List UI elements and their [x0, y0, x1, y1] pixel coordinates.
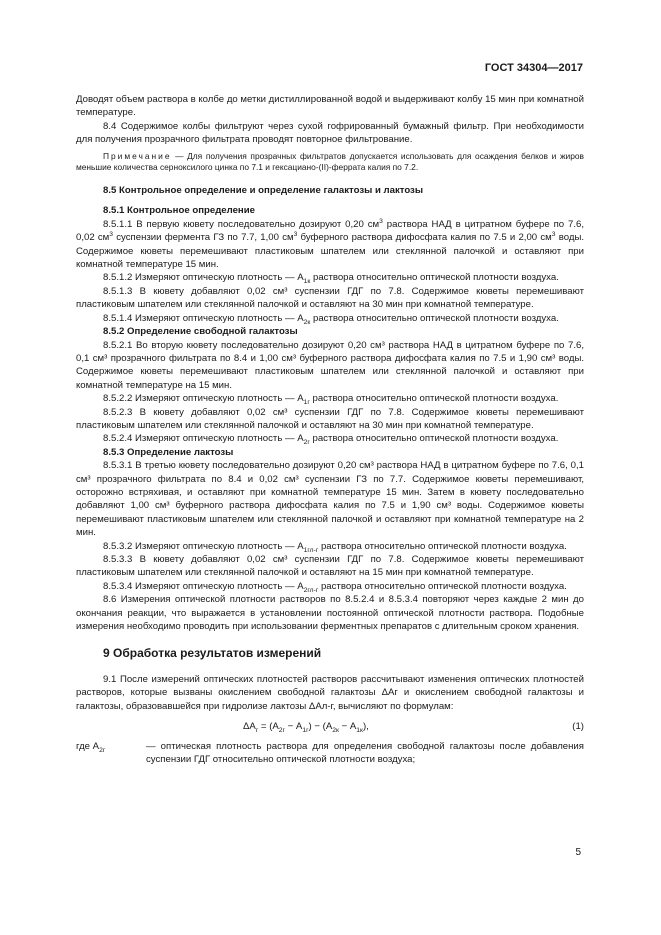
- paragraph-8-5-3-2: [76, 540, 584, 553]
- subscript: 2г: [303, 439, 310, 447]
- text-run: раствора относительно оптической плотности воздуха.: [310, 272, 559, 284]
- text-run: раствора относительно оптической плотности воздуха.: [309, 393, 559, 405]
- text-run: раствора НАД в цитратном буфере по 7.6, 0,02 см: [76, 218, 584, 244]
- page-number: 5: [575, 847, 581, 858]
- paragraph-8-5-1-4: [76, 312, 584, 325]
- heading-8-5-1: 8.5.1 Контрольное определение: [103, 205, 255, 217]
- note-text: — Для получения прозрачных фильтратов допускается использовать для осаждения белков и жиров меньшие количества серноксилого цинка по 7.1 и гексациано-(II)-феррата калия по 7.2.: [76, 150, 584, 172]
- paragraph-8-5-2-1: 8.5.2.1 Во вторую кювету последовательно дозируют 0,20 см³ раствора НАД в цитратном буфере по 7.6, 0,1 см³ прозрачного фильтрата по 8.4 и 1,00 см³ буферного раствора дифосфата калия по 7.5 и 1,90 см³ воды. Содержимое кюветы перемешивают пластиковым шпателем или стеклянной палочкой и оставляют при комнатной температуре на 15 мин.: [76, 339, 584, 391]
- text-run: 8.5.3.4 Измеряют оптическую плотность — А: [103, 580, 304, 592]
- paragraph-8-6: 8.6 Измерения оптической плотности растворов по 8.5.2.4 и 8.5.3.4 повторяют через каждые 2 мин до окончания реакции, что выражается в установлении постоянной оптической плотности раствора. Подобные измерения необходимо проводить при использовании ферментных препаратов с длительным сроком хранения.: [76, 594, 584, 633]
- note-label: Примечание: [103, 150, 172, 161]
- formula-number: (1): [572, 721, 584, 733]
- text-run: буферного раствора дифосфата калия по 7.5 и 2,00 см: [297, 232, 552, 244]
- standard-header: ГОСТ 34304—2017: [484, 62, 583, 74]
- text-run: 8.5.2.4 Измеряют оптическую плотность — А: [103, 433, 304, 445]
- heading-8-5-3: 8.5.3 Определение лактозы: [103, 446, 234, 458]
- subscript: 1г: [303, 399, 310, 407]
- heading-8-5: 8.5 Контрольное определение и определение галактозы и лактозы: [103, 185, 424, 197]
- paragraph-8-5-3-1: 8.5.3.1 В третью кювету последовательно дозируют 0,20 см³ раствора НАД в цитратном буфере по 7.6, 0,1 см³ прозрачного фильтрата по 8.4 и 0,02 см³ суспензии ГЗ по 7.7. Содержимое кюветы перемешивают, осторожно встряхивая, и оставляют при комнатной температуре 15 мин. Затем в кювету последовательно добавляют 1,00 см³ буферного раствора дифосфата калия по 7.5 и 1,90 см³ воды. Содержимое кюветы перемешивают пластиковым шпателем или стеклянной палочкой и оставляют при комнатной температуре на 2 мин.: [76, 460, 584, 539]
- formula-1: [76, 720, 584, 736]
- paragraph-8-5-1-3: 8.5.1.3 В кювету добавляют 0,02 см³ суспензии ГДГ по 7.8. Содержимое кюветы перемешивают пластиковым шпателем или стеклянной палочкой и оставляют на 30 мин при комнатной температуре.: [76, 285, 584, 311]
- text-run: 8.5.1.1 В первую кювету последовательно дозируют 0,20 см: [103, 218, 380, 230]
- where-definition: — оптическая плотность раствора для определения свободной галактозы после добавления суспензии ГДГ относительно оптической плотности воздуха;: [146, 741, 584, 766]
- paragraph-8-5-2-2: [76, 392, 584, 405]
- paragraph-8-5-3-3: 8.5.3.3 В кювету добавляют 0,02 см³ суспензии ГДГ по 7.8. Содержимое кюветы перемешивают пластиковым шпателем или стеклянной палочкой и оставляют на 15 мин при комнатной температуре.: [76, 554, 584, 579]
- formula-expression: $\Delta А_г = (А_{2г} - А_{1г}) - (А_{2к} - А_{1к})$,: [243, 721, 369, 734]
- text-run: раствора относительно оптической плотности воздуха.: [318, 580, 567, 592]
- text-run: раствора относительно оптической плотности воздуха.: [309, 433, 559, 445]
- heading-section-9: 9 Обработка результатов измерений: [103, 646, 322, 661]
- text-run: 8.5.1.2 Измеряют оптическую плотность — А: [103, 272, 304, 284]
- paragraph-8-5-3-4: [76, 580, 584, 593]
- text-run: 8.5.3.2 Измеряют оптическую плотность — А: [103, 540, 304, 552]
- text-run: 8.5.1.4 Измеряют оптическую плотность — А: [103, 312, 304, 324]
- paragraph-8-5-1-1: 8.5.1.1 В первую кювету последовательно дозируют 0,20 $см^3$ раствора НАД в цитратном буфере по 7.6, 0,02 $см^3$ суспензии фермента ГЗ по 7.7, 1,00 $см^3$ буферного раствора дифосфата калия по 7.5 и 2,00 $см^3$ воды. Содержимое кюветы перемешивают пластиковым шпателем или стеклянной палочкой и оставляют при комнатной температуре 15 мин.: [76, 217, 585, 271]
- paragraph-8-5-1-2: [76, 271, 584, 284]
- paragraph-8-4: 8.4 Содержимое колбы фильтруют через сухой гофрированный бумажный фильтр. При необходимости для получения прозрачного фильтрата проводят повторное фильтрование.: [76, 120, 584, 146]
- text-run: где А: [76, 741, 100, 753]
- text-run: раствора относительно оптической плотности воздуха.: [310, 312, 559, 324]
- text-run: раствора относительно оптической плотности воздуха.: [318, 540, 567, 552]
- subscript: 2г: [99, 746, 106, 754]
- subscript: 1к: [303, 278, 311, 286]
- paragraph-dilute: Доводят объем раствора в колбе до метки дистиллированной водой и выдерживают колбу 15 мин при комнатной температуре.: [76, 94, 584, 119]
- where-clause: [76, 740, 584, 767]
- note: [76, 151, 584, 173]
- where-term: [76, 740, 146, 767]
- heading-8-5-2: 8.5.2 Определение свободной галактозы: [103, 326, 298, 338]
- text-run: суспензии фермента ГЗ по 7.7, 1,00 см: [113, 232, 294, 244]
- document-body: [76, 93, 584, 767]
- paragraph-8-5-2-4: [76, 432, 584, 445]
- paragraph-9-1: 9.1 После измерений оптических плотностей растворов рассчитывают изменения оптических плотностей растворов, которые вызваны окислением свободной галактозы ΔАг и окислением свободной галактозы и галактозы, образовавшейся при гидролизе лактозы ΔАл-г, вычисляют по формулам:: [76, 673, 584, 712]
- subscript: 2гл-г: [303, 586, 319, 594]
- subscript: 1гл-г: [303, 546, 319, 554]
- paragraph-8-5-2-3: 8.5.2.3 В кювету добавляют 0,02 см³ суспензии ГДГ по 7.8. Содержимое кюветы перемешивают пластиковым шпателем или стеклянной палочкой и оставляют на 30 мин при комнатной температуре.: [76, 406, 584, 431]
- subscript: 2к: [303, 318, 311, 326]
- text-run: воды. Содержимое кюветы перемешивают пластиковым шпателем или стеклянной палочкой и оставляют при комнатной температуре 15 мин.: [76, 232, 585, 271]
- text-run: 8.5.2.2 Измеряют оптическую плотность — А: [103, 393, 304, 405]
